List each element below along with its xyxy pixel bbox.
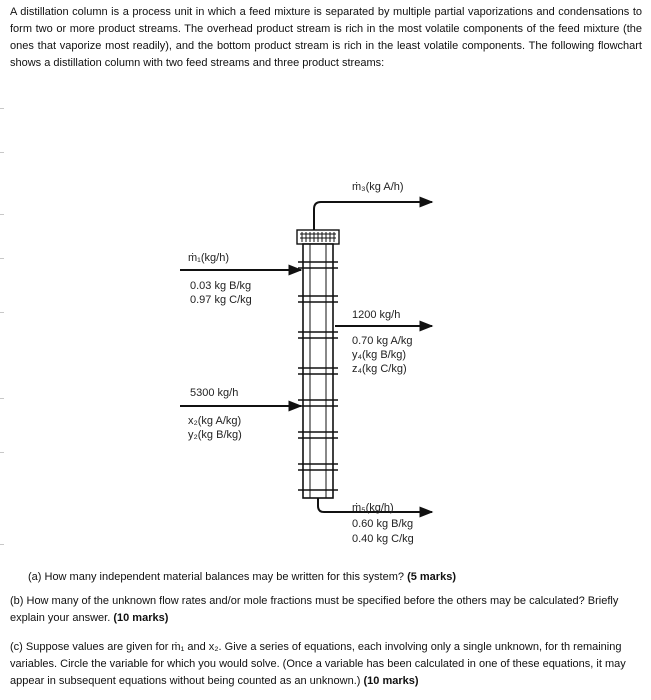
side-product-composition-b: y₄(kg B/kg)	[352, 349, 407, 361]
intro-paragraph: A distillation column is a process unit in which a feed mixture is separated by multiple partial vaporizations and condensations to form two or more product streams. The overhead product stream is rich in the most volatile components of the feed mixture (the ones that vaporize most readily), and the bottom product stream is rich in the least volatile components. The following flowchart shows a distillation column with two feed streams and three product streams:	[10, 6, 642, 69]
question-b-marks: (10 marks)	[113, 612, 169, 624]
top-product-flow-label: ṁ₃(kg A/h)	[352, 181, 404, 193]
question-a	[28, 569, 628, 586]
question-b-text: (b) How many of the unknown flow rates and/or mole fractions must be specified before the others may be calculated? Briefly explain your answer.	[10, 595, 619, 624]
side-product-flow-label: 1200 kg/h	[352, 309, 401, 321]
question-b	[10, 593, 630, 627]
feed1-composition-c: 0.97 kg C/kg	[190, 294, 252, 306]
question-a-marks: (5 marks)	[407, 571, 456, 583]
question-c-marks: (10 marks)	[363, 675, 419, 687]
column-shell	[303, 244, 333, 498]
side-product-composition-c: z₄(kg C/kg)	[352, 363, 407, 375]
bottom-product-composition-b: 0.60 kg B/kg	[352, 518, 414, 530]
bottom-product-flow-label: ṁ₅(kg/h)	[352, 502, 394, 514]
feed2-flow-label: 5300 kg/h	[190, 387, 239, 399]
question-c	[10, 639, 646, 690]
side-product-composition-a: 0.70 kg A/kg	[352, 335, 413, 347]
feed2-composition-a: x₂(kg A/kg)	[188, 415, 242, 427]
feed1-flow-label: ṁ₁(kg/h)	[188, 252, 229, 264]
question-a-text: (a) How many independent material balances may be written for this system?	[28, 571, 408, 583]
bottom-product-composition-c: 0.40 kg C/kg	[352, 533, 414, 545]
top-product-stream-arrow	[314, 202, 432, 230]
question-c-text: (c) Suppose values are given for ṁ₁ and x₂. Give a series of equations, each involving only a single unknown, for th remaining variables. Circle the variable for which you would solve. (Once a variable has been calculated in one of these equations, it may appear in subsequent equations without being counted as an unknown.)	[10, 641, 626, 687]
feed1-composition-b: 0.03 kg B/kg	[190, 280, 252, 292]
feed2-composition-b: y₂(kg B/kg)	[188, 429, 242, 441]
